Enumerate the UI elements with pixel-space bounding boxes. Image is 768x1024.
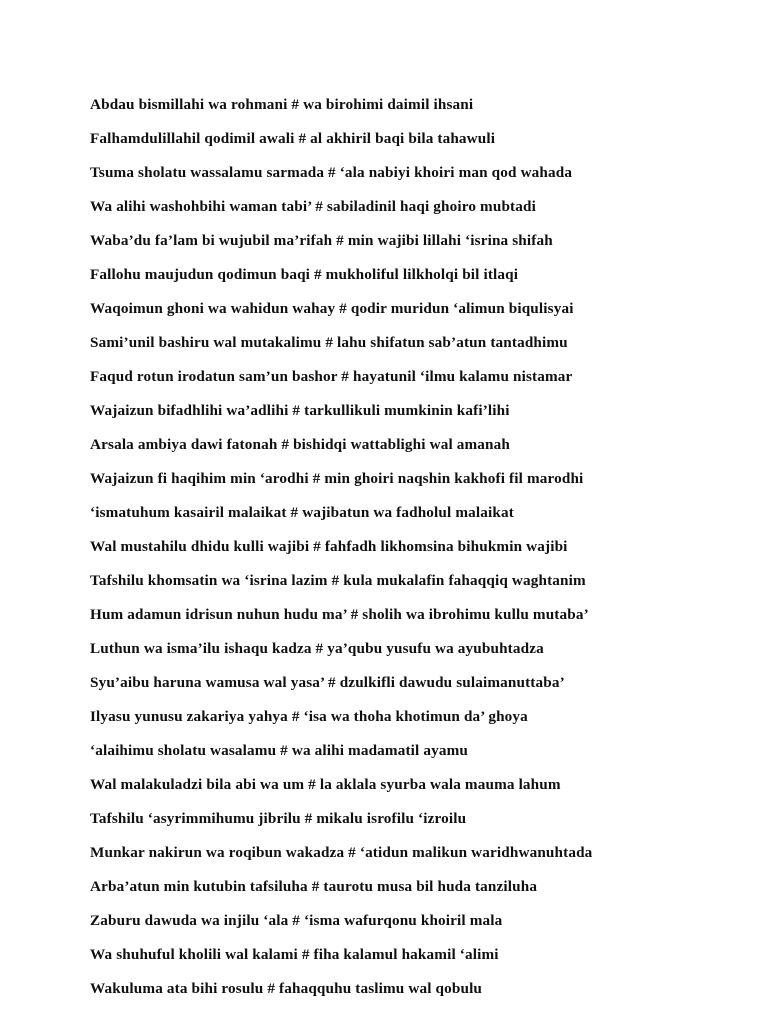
document-line: Tafshilu ‘asyrimmihumu jibrilu # mikalu isrofilu ‘izroilu xyxy=(90,810,467,827)
document-line: Arsala ambiya dawi fatonah # bishidqi wattablighi wal amanah xyxy=(90,436,510,453)
document-line: Falhamdulillahil qodimil awali # al akhiril baqi bila tahawuli xyxy=(90,130,496,147)
document-line: Tafshilu khomsatin wa ‘isrina lazim # kula mukalafin fahaqqiq waghtanim xyxy=(90,572,586,589)
document-line: Wal malakuladzi bila abi wa um # la aklala syurba wala mauma lahum xyxy=(90,776,561,793)
document-line: Abdau bismillahi wa rohmani # wa birohimi daimil ihsani xyxy=(90,96,474,113)
document-line: Hum adamun idrisun nuhun hudu ma’ # sholih wa ibrohimu kullu mutaba’ xyxy=(90,606,589,623)
document-line: Sami’unil bashiru wal mutakalimu # lahu shifatun sab’atun tantadhimu xyxy=(90,334,568,351)
document-line: Syu’aibu haruna wamusa wal yasa’ # dzulkifli dawudu sulaimanuttaba’ xyxy=(90,674,565,691)
document-line: Ilyasu yunusu zakariya yahya # ‘isa wa thoha khotimun da’ ghoya xyxy=(90,708,528,725)
document-line: Wajaizun fi haqihim min ‘arodhi # min ghoiri naqshin kakhofi fil marodhi xyxy=(90,470,584,487)
document-line: Luthun wa isma’ilu ishaqu kadza # ya’qubu yusufu wa ayubuhtadza xyxy=(90,640,544,657)
document-line: ‘alaihimu sholatu wasalamu # wa alihi madamatil ayamu xyxy=(90,742,468,759)
document-line: Munkar nakirun wa roqibun wakadza # ‘atidun malikun waridhwanuhtada xyxy=(90,844,593,861)
document-line: Wa alihi washohbihi waman tabi’ # sabiladinil haqi ghoiro mubtadi xyxy=(90,198,536,215)
document-line: Wal mustahilu dhidu kulli wajibi # fahfadh likhomsina bihukmin wajibi xyxy=(90,538,568,555)
document-line: Waqoimun ghoni wa wahidun wahay # qodir muridun ‘alimun biqulisyai xyxy=(90,300,574,317)
document-line: Fallohu maujudun qodimun baqi # mukholiful lilkholqi bil itlaqi xyxy=(90,266,519,283)
document-line: Waba’du fa’lam bi wujubil ma’rifah # min wajibi lillahi ‘isrina shifah xyxy=(90,232,553,249)
document-line: Tsuma sholatu wassalamu sarmada # ‘ala nabiyi khoiri man qod wahada xyxy=(90,164,573,181)
document-line: Wakuluma ata bihi rosulu # fahaqquhu taslimu wal qobulu xyxy=(90,980,483,997)
document-line: Wa shuhuful kholili wal kalami # fiha kalamul hakamil ‘alimi xyxy=(90,946,499,963)
document-line: Faqud rotun irodatun sam’un bashor # hayatunil ‘ilmu kalamu nistamar xyxy=(90,368,573,385)
document-line: Wajaizun bifadhlihi wa’adlihi # tarkullikuli mumkinin kafi’lihi xyxy=(90,402,510,419)
document-line: Arba’atun min kutubin tafsiluha # taurotu musa bil huda tanziluha xyxy=(90,878,538,895)
document-line: ‘ismatuhum kasairil malaikat # wajibatun wa fadholul malaikat xyxy=(90,504,514,521)
document-text-body xyxy=(90,88,690,1006)
document-line: Zaburu dawuda wa injilu ‘ala # ‘isma wafurqonu khoiril mala xyxy=(90,912,503,929)
